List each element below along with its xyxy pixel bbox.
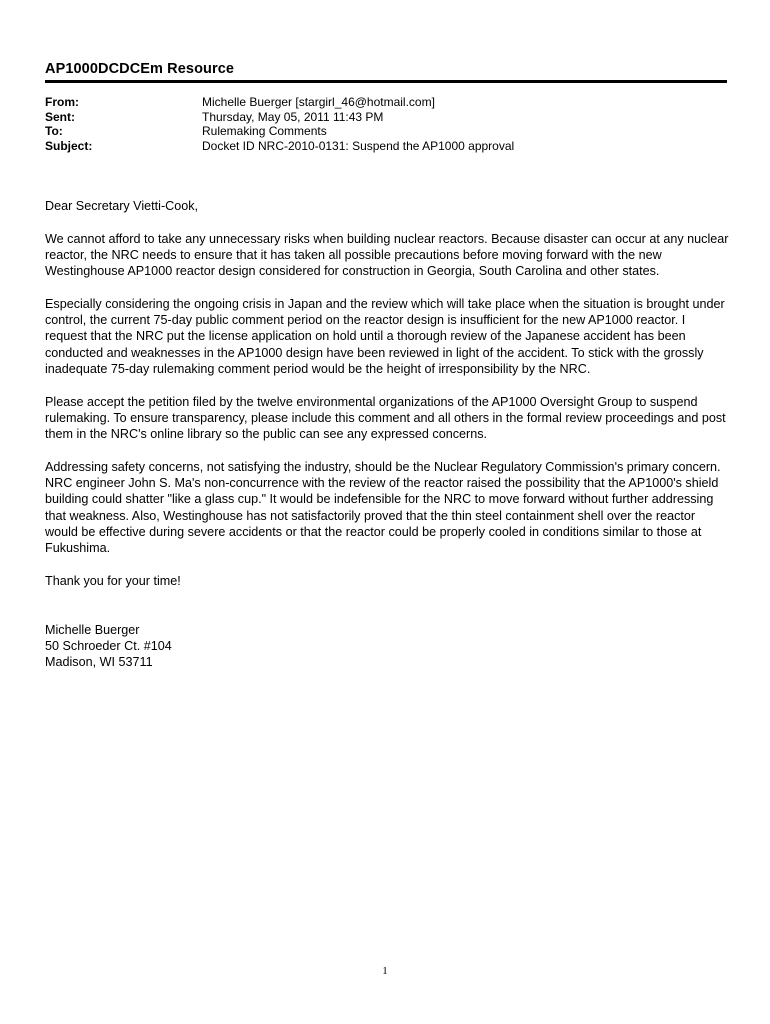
signature-street: 50 Schroeder Ct. #104 (45, 639, 172, 654)
subject-value: Docket ID NRC-2010-0131: Suspend the AP1000 approval (202, 138, 515, 153)
document-title: AP1000DCDCEm Resource (45, 61, 235, 77)
paragraph-3: Please accept the petition filed by the twelve environmental organizations of the AP1000 Oversight Group to suspend rulemaking. To ensure transparency, please include this comment and all others in the formal review proceedings and post them in the NRC's online library so the public can see any expressed concerns. (45, 394, 726, 442)
from-label: From: (45, 95, 79, 109)
page-number: 1 (382, 965, 388, 977)
to-value: Rulemaking Comments (202, 124, 327, 138)
from-value: Michelle Buerger [stargirl_46@hotmail.com] (202, 95, 435, 109)
title-divider (45, 80, 727, 83)
subject-label: Subject: (45, 138, 93, 153)
header-row-subject (45, 139, 735, 154)
salutation: Dear Secretary Vietti-Cook, (45, 199, 199, 213)
paragraph-1: We cannot afford to take any unnecessary risks when building nuclear reactors. Because disaster can occur at any nuclear reactor, the NRC needs to ensure that it has taken all possible precautions before moving forward with the new Westinghouse AP1000 reactor design considered for construction in Georgia, South Carolina and other states. (45, 231, 729, 279)
email-header (45, 95, 735, 153)
sent-value: Thursday, May 05, 2011 11:43 PM (202, 109, 384, 124)
to-label: To: (45, 124, 63, 138)
header-row-from (45, 95, 735, 110)
sent-label: Sent: (45, 109, 75, 124)
signature-block (45, 622, 730, 671)
header-row-sent (45, 110, 735, 125)
closing-line: Thank you for your time! (45, 573, 181, 588)
signature-city: Madison, WI 53711 (45, 655, 153, 670)
paragraph-4: Addressing safety concerns, not satisfying the industry, should be the Nuclear Regulatory Commission's primary concern. NRC engineer John S. Ma's non-concurrence with the review of the reactor raised the possibility that the AP1000's shield building could shatter "like a glass cup." It would be indefensible for the NRC to move forward without further addressing that weakness. Also, Westinghouse has not satisfactorily proved that the thin steel containment shell over the reactor would be effective during severe accidents or that the reactor could be properly cooled in conditions similar to those at Fukushima. (45, 459, 721, 556)
signature-name: Michelle Buerger (45, 622, 140, 637)
header-row-to (45, 124, 735, 139)
letter-body (45, 198, 730, 671)
paragraph-2: Especially considering the ongoing crisis in Japan and the review which will take place when the situation is brought under control, the current 75-day public comment period on the reactor design is insufficient for the new AP1000 reactor. I request that the NRC put the license application on hold until a thorough review of the Japanese accident has been conducted and weaknesses in the AP1000 design have been reviewed in light of the accident. To stick with the grossly inadequate 75-day rulemaking comment period would be the height of irresponsibility by the NRC. (45, 296, 725, 376)
